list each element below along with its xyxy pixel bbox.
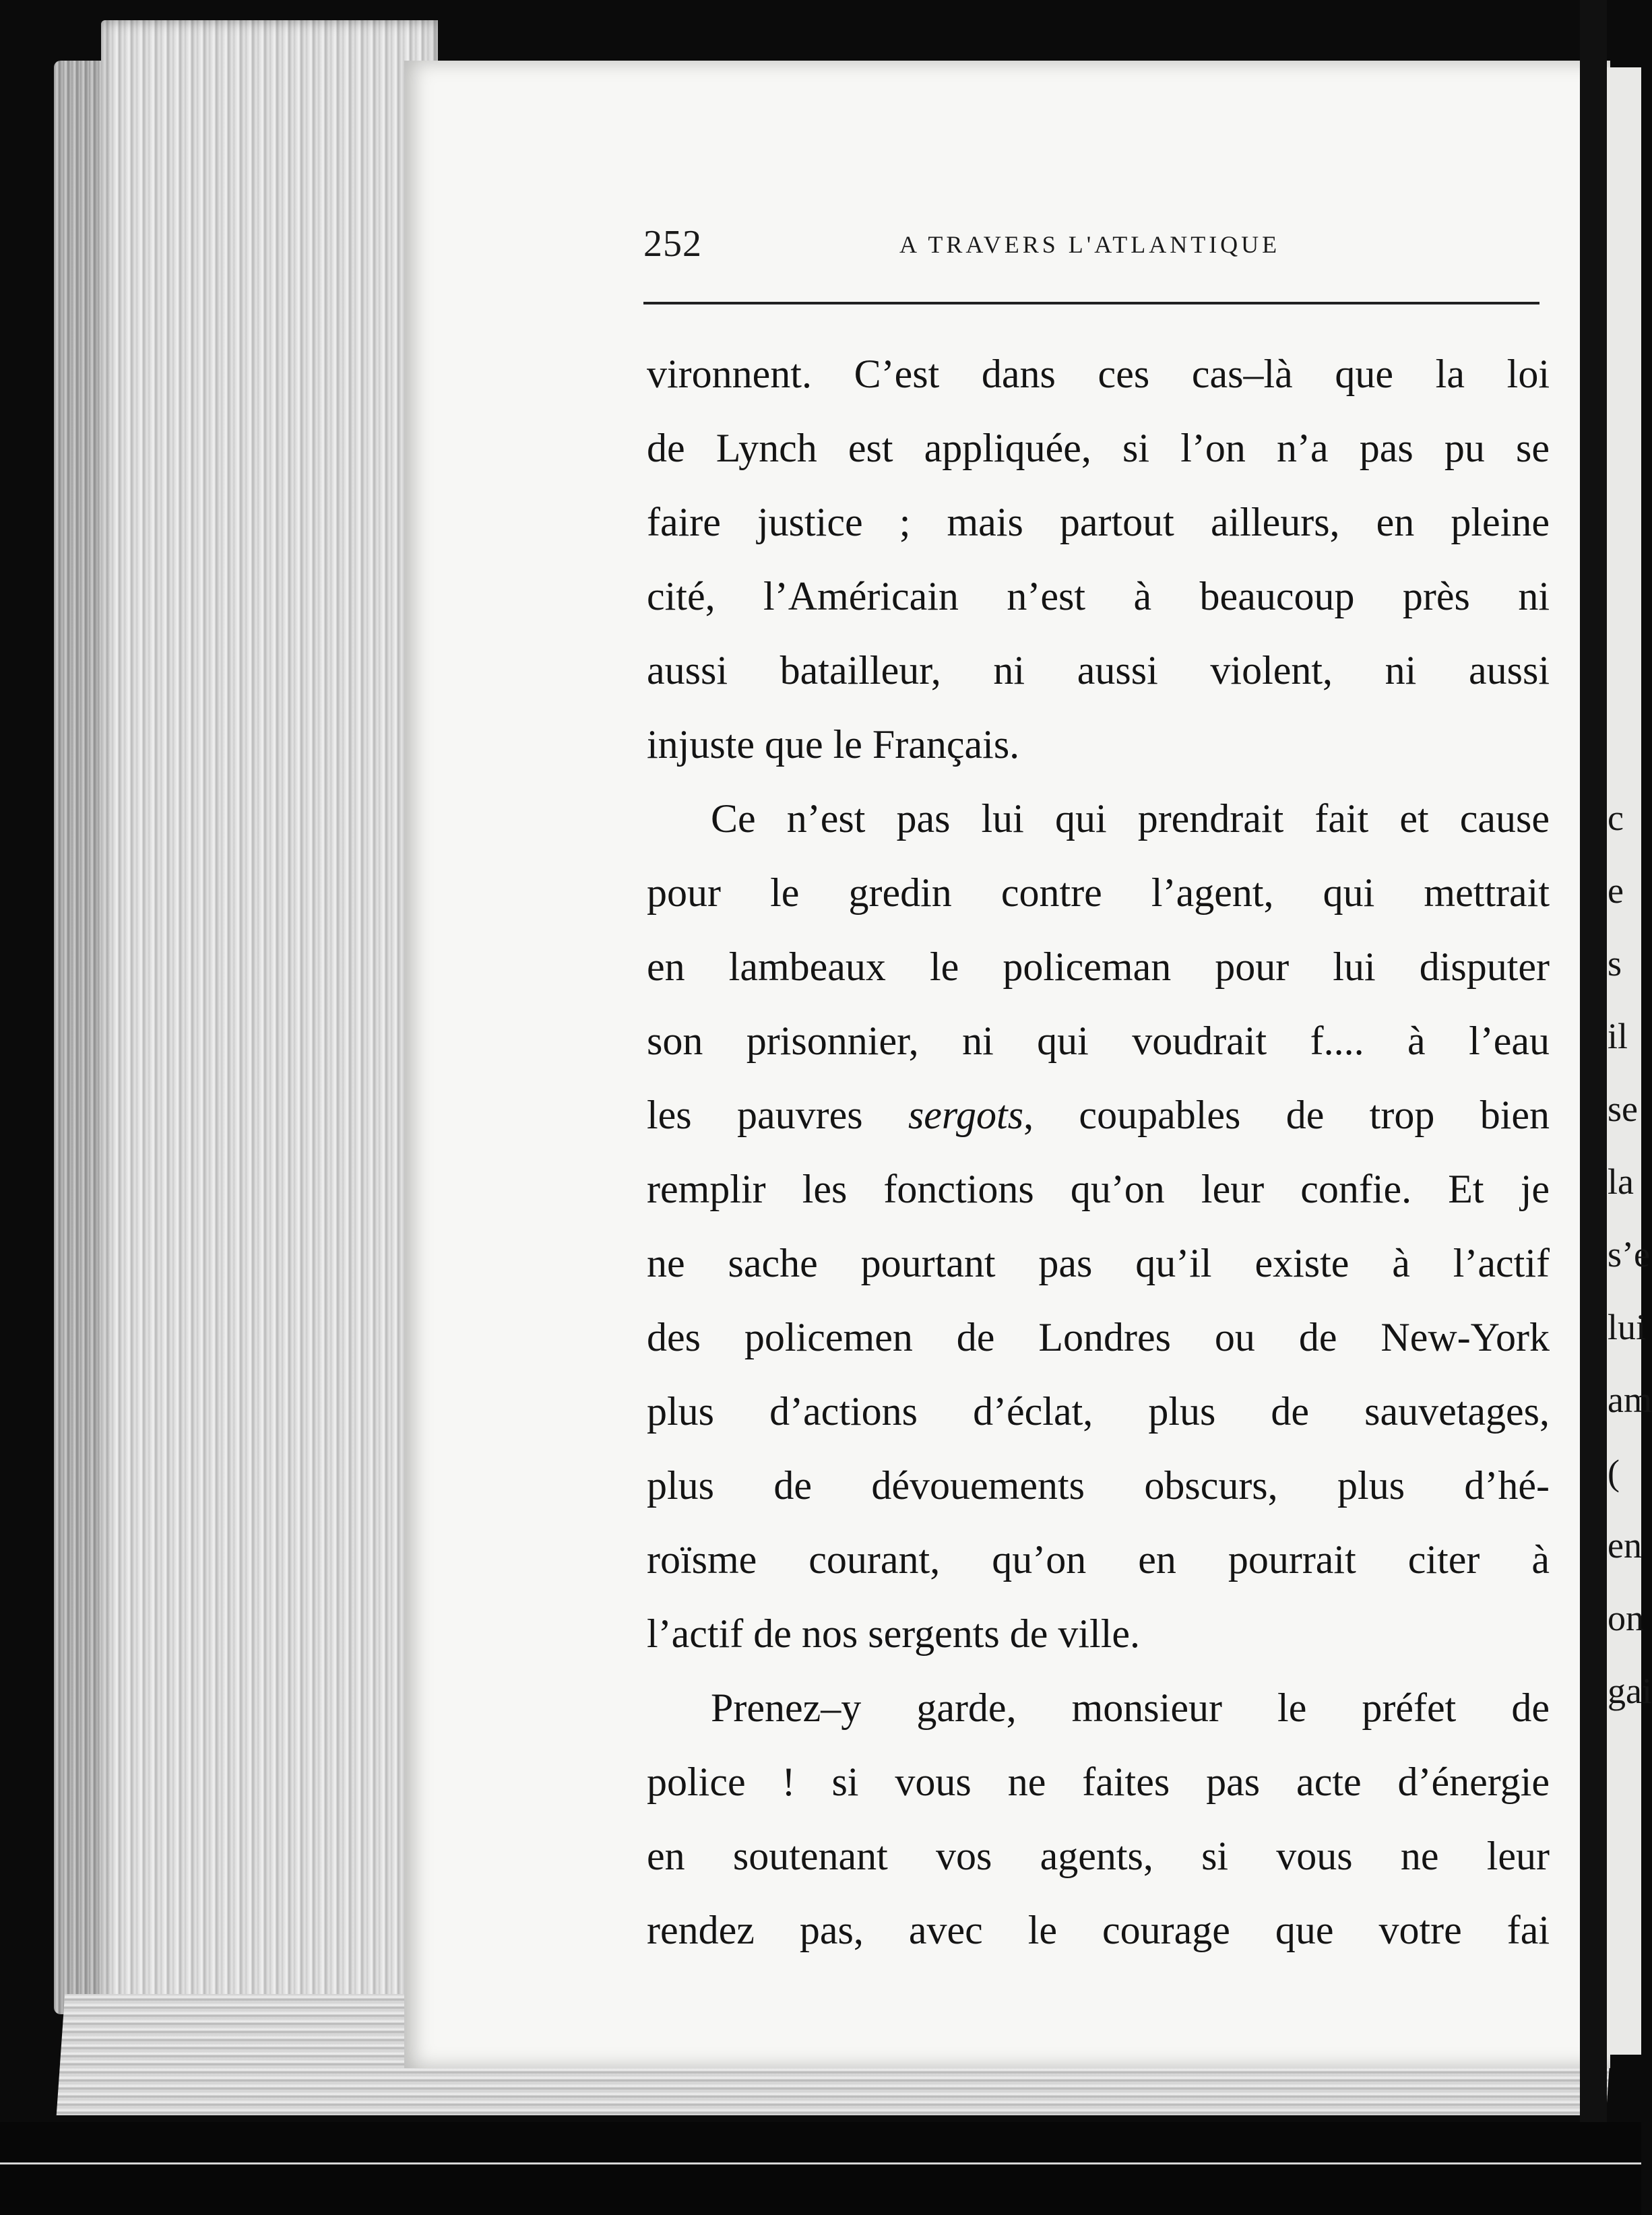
- text-line: plus d’actions d’éclat, plus de sauvetages,: [647, 1389, 1550, 1434]
- fragment: la: [1608, 1161, 1634, 1202]
- text-line: remplir les fonctions qu’on leur confie. Et je: [647, 1167, 1550, 1211]
- fragment: gai: [1608, 1671, 1652, 1711]
- fragment: am: [1608, 1380, 1652, 1420]
- fragment: e: [1608, 870, 1624, 911]
- fragment: (: [1608, 1452, 1620, 1493]
- text-line: ne sache pourtant pas qu’il existe à l’actif: [647, 1241, 1550, 1285]
- text-line: en soutenant vos agents, si vous ne leur: [647, 1834, 1550, 1878]
- fragment: s’e: [1608, 1234, 1650, 1275]
- text-line: cité, l’Américain n’est à beaucoup près ni: [647, 574, 1550, 618]
- text-line: rendez pas, avec le courage que votre fai: [647, 1908, 1550, 1952]
- body-text: [647, 337, 1550, 1967]
- text-line: aussi batailleur, ni aussi violent, ni aussi: [647, 648, 1550, 693]
- text-line: vironnent. C’est dans ces cas–là que la loi: [647, 352, 1550, 396]
- fragment: se: [1608, 1089, 1638, 1129]
- text-line: l’actif de nos sergents de ville.: [647, 1611, 1141, 1656]
- text-line: de Lynch est appliquée, si l’on n’a pas pu se: [647, 426, 1550, 470]
- fragment: en: [1608, 1525, 1642, 1566]
- text-line: injuste que le Français.: [647, 722, 1020, 767]
- fragment: s: [1608, 943, 1622, 984]
- text-line: Prenez–y garde, monsieur le préfet de: [711, 1686, 1550, 1730]
- text-line: son prisonnier, ni qui voudrait f.... à l’eau: [647, 1019, 1550, 1063]
- fragment: lui: [1608, 1307, 1647, 1347]
- text-segment: , coupables de trop bien: [1023, 1093, 1550, 1137]
- text-line: faire justice ; mais partout ailleurs, en pleine: [647, 500, 1550, 544]
- text-line: police ! si vous ne faites pas acte d’énergie: [647, 1760, 1550, 1804]
- fragment: on: [1608, 1598, 1644, 1638]
- fragment: il: [1608, 1016, 1628, 1056]
- text-line: plus de dévouements obscurs, plus d’hé-: [647, 1463, 1550, 1508]
- text-segment: les pauvres: [647, 1093, 908, 1137]
- italic-word: sergots: [908, 1093, 1024, 1137]
- text-line: en lambeaux le policeman pour lui disputer: [647, 944, 1550, 989]
- text-line: Ce n’est pas lui qui prendrait fait et cause: [711, 796, 1550, 841]
- text-line: roïsme courant, qu’on en pourrait citer à: [647, 1537, 1550, 1582]
- text-line-with-italic: [647, 1078, 1550, 1152]
- header-rule: [643, 302, 1539, 304]
- page-number: 252: [643, 223, 702, 265]
- book-gutter: [1580, 0, 1607, 2156]
- running-head: [643, 222, 1546, 269]
- text-line: des policemen de Londres ou de New-York: [647, 1315, 1550, 1359]
- next-page-text-fragments: [1608, 781, 1652, 1727]
- scan-bottom-rule: [0, 2162, 1641, 2164]
- page-edges: [101, 20, 438, 2055]
- running-title: A TRAVERS L'ATLANTIQUE: [899, 231, 1281, 258]
- fragment: c: [1608, 798, 1624, 838]
- text-line: pour le gredin contre l’agent, qui mettrait: [647, 870, 1550, 915]
- scan-bottom-border: [0, 2122, 1641, 2215]
